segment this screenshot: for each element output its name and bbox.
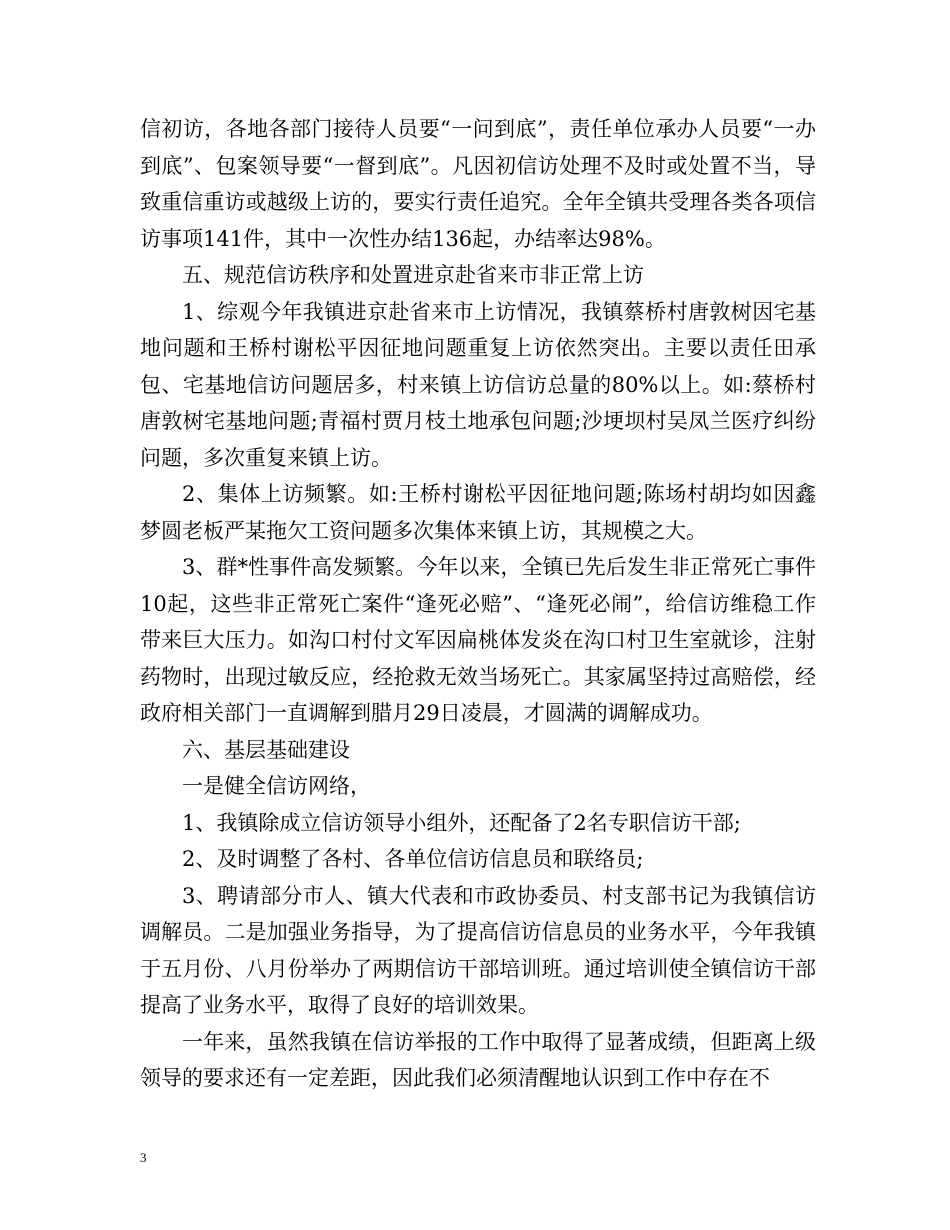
section-heading-6: 六、基层基础建设	[182, 737, 350, 762]
section-heading-5: 五、规范信访秩序和处置进京赴省来市非正常上访	[182, 263, 644, 287]
paragraph-1: 信初访，各地各部门接待人员要“一问到底”，责任单位承办人员要“一办到底”、包案领导要“一督到底”。凡因初信访处理不及时或处置不当，导致重信重访或越级上访的，要实行责任追究。全年全镇共受理各类各项信访事项141件，其中一次性办结136起，办结率达98%。	[140, 117, 816, 251]
paragraph-8: 1、我镇除成立信访领导小组外，还配备了2名专职信访干部;	[182, 810, 741, 835]
paragraph-7: 一是健全信访网络，	[182, 774, 371, 798]
paragraph-10: 3、聘请部分市人、镇大代表和市政协委员、村支部书记为我镇信访调解员。二是加强业务指导，为了提高信访信息员的业务水平，今年我镇于五月份、八月份举办了两期信访干部培训班。通过培训使全镇信访干部提高了业务水平，取得了良好的培训效果。	[140, 883, 816, 1017]
document-body	[140, 111, 816, 1097]
paragraph-5: 3、群*性事件高发频繁。今年以来，全镇已先后发生非正常死亡事件10起，这些非正常死亡案件“逢死必赔”、“逢死必闹”，给信访维稳工作带来巨大压力。如沟口村付文军因扁桃体发炎在沟口村卫生室就诊，注射药物时，出现过敏反应，经抢救无效当场死亡。其家属坚持过高赔偿，经政府相关部门一直调解到腊月29日凌晨，才圆满的调解成功。	[140, 555, 816, 725]
paragraph-4: 2、集体上访频繁。如:王桥村谢松平因征地问题;陈场村胡均如因鑫梦圆老板严某拖欠工资问题多次集体来镇上访，其规模之大。	[140, 482, 816, 543]
page-number: 3	[140, 1150, 147, 1165]
paragraph-11: 一年来，虽然我镇在信访举报的工作中取得了显著成绩，但距离上级领导的要求还有一定差距，因此我们必须清醒地认识到工作中存在不	[140, 1029, 816, 1090]
paragraph-9: 2、及时调整了各村、各单位信访信息员和联络员;	[182, 847, 644, 871]
paragraph-3: 1、综观今年我镇进京赴省来市上访情况，我镇蔡桥村唐敦树因宅基地问题和王桥村谢松平因征地问题重复上访依然突出。主要以责任田承包、宅基地信访问题居多，村来镇上访信访总量的80%以上。如:蔡桥村唐敦树宅基地问题;青福村贾月枝土地承包问题;沙埂坝村吴凤兰医疗纠纷问题，多次重复来镇上访。	[140, 299, 816, 470]
